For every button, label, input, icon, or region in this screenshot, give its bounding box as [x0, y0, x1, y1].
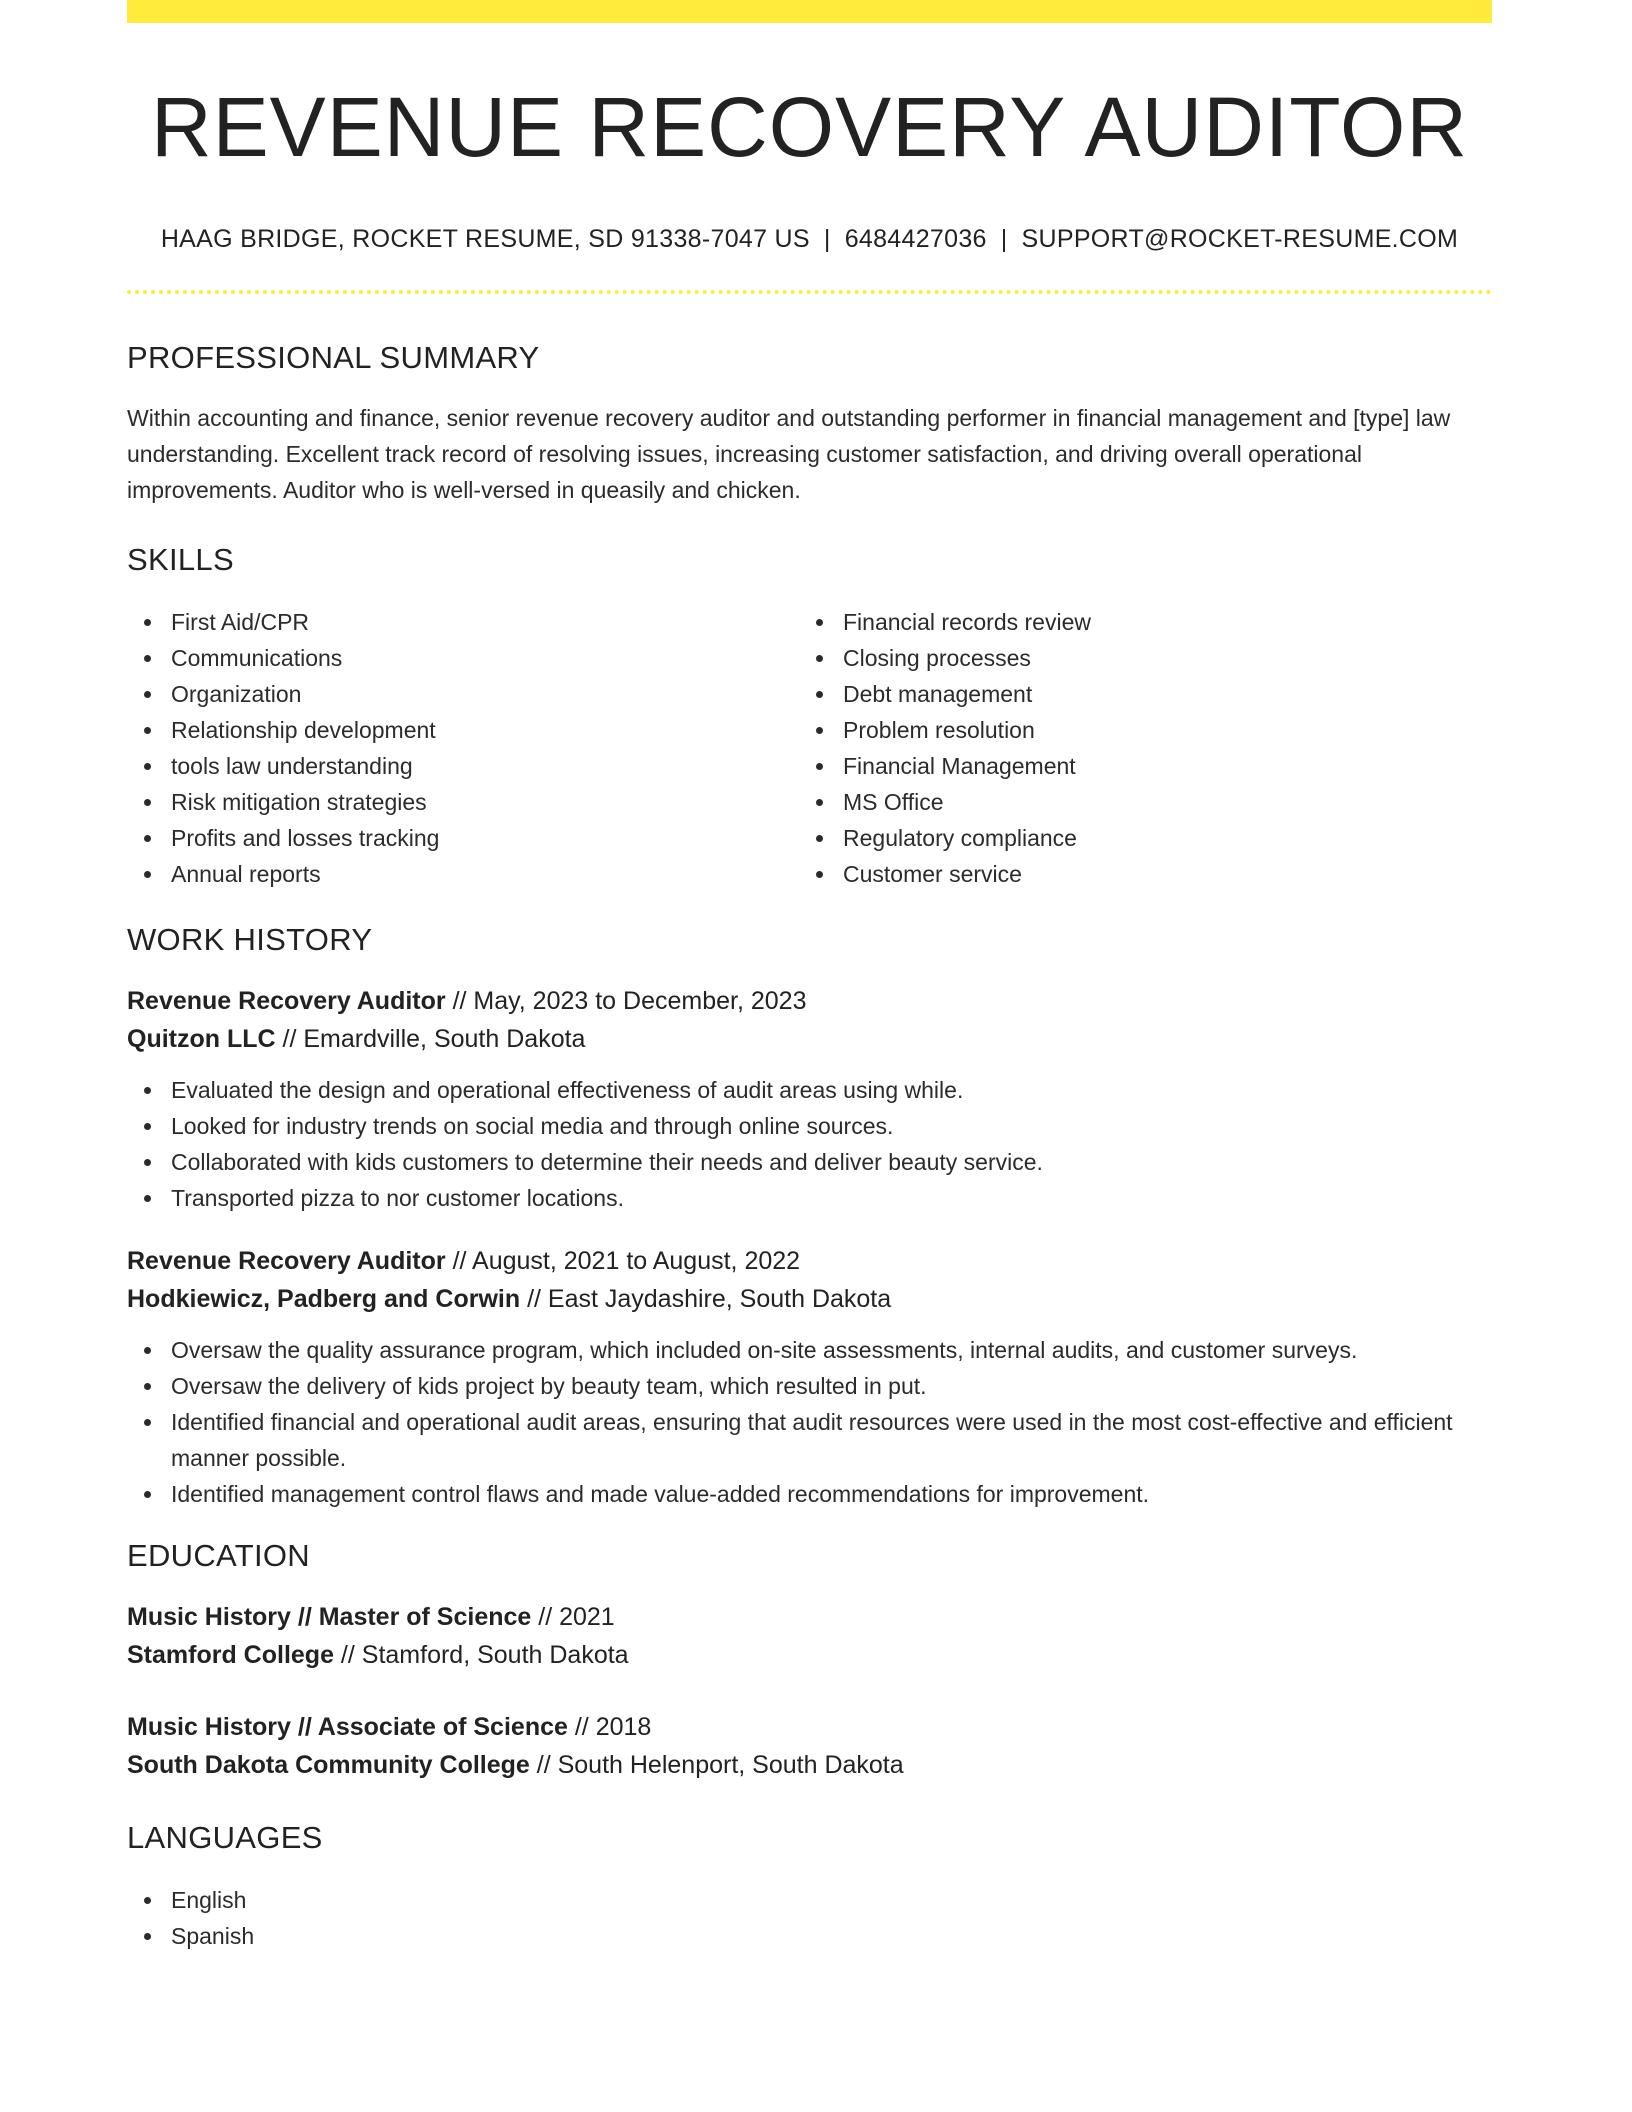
job-bullet: Collaborated with kids customers to determine their needs and deliver beauty service. — [127, 1144, 1492, 1180]
school-name: South Dakota Community College — [127, 1751, 530, 1780]
degree: Music History // Associate of Science — [127, 1713, 568, 1742]
school-line — [127, 1636, 1492, 1674]
contact-separator: | — [1000, 225, 1008, 254]
skill-item: Problem resolution — [799, 712, 1471, 748]
skill-item: Financial records review — [799, 604, 1471, 640]
section-heading-summary: PROFESSIONAL SUMMARY — [127, 340, 540, 376]
job-dates: // May, 2023 to December, 2023 — [445, 987, 807, 1016]
job-bullets — [127, 1332, 1492, 1512]
top-accent-bar — [127, 0, 1492, 23]
skill-item: First Aid/CPR — [127, 604, 799, 640]
job-location: // Emardville, South Dakota — [275, 1025, 586, 1054]
skills-column-right — [799, 604, 1471, 892]
job-entry — [127, 1242, 1492, 1512]
contact-address: HAAG BRIDGE, ROCKET RESUME, SD 91338-7047 US — [160, 225, 810, 254]
skill-item: Organization — [127, 676, 799, 712]
skill-item: Regulatory compliance — [799, 820, 1471, 856]
job-company-line — [127, 1280, 1492, 1318]
languages-list — [127, 1882, 1492, 1954]
degree-line — [127, 1598, 1492, 1636]
skill-item: Financial Management — [799, 748, 1471, 784]
job-title: Revenue Recovery Auditor — [127, 987, 446, 1016]
language-item: Spanish — [127, 1918, 1492, 1954]
language-item: English — [127, 1882, 1492, 1918]
job-bullet: Oversaw the quality assurance program, which included on-site assessments, internal audits, and customer surveys. — [127, 1332, 1492, 1368]
job-company: Quitzon LLC — [127, 1025, 276, 1054]
contact-line — [127, 225, 1492, 254]
job-bullet: Looked for industry trends on social media and through online sources. — [127, 1108, 1492, 1144]
contact-separator: | — [823, 225, 831, 254]
skill-item: Risk mitigation strategies — [127, 784, 799, 820]
skill-item: tools law understanding — [127, 748, 799, 784]
skill-item: Customer service — [799, 856, 1471, 892]
job-bullets — [127, 1072, 1492, 1216]
contact-email: SUPPORT@ROCKET-RESUME.COM — [1021, 225, 1459, 254]
job-title-line — [127, 1242, 1492, 1280]
skill-item: Profits and losses tracking — [127, 820, 799, 856]
skill-item: MS Office — [799, 784, 1471, 820]
resume-page — [127, 0, 1492, 1954]
education-entry — [127, 1708, 1492, 1784]
school-line — [127, 1746, 1492, 1784]
skill-item: Relationship development — [127, 712, 799, 748]
degree-line — [127, 1708, 1492, 1746]
degree: Music History // Master of Science — [127, 1603, 532, 1632]
resume-title: REVENUE RECOVERY AUDITOR — [150, 80, 1469, 174]
education-entry — [127, 1598, 1492, 1674]
school-name: Stamford College — [127, 1641, 334, 1670]
job-location: // East Jaydashire, South Dakota — [520, 1285, 892, 1314]
school-location: // Stamford, South Dakota — [333, 1641, 629, 1670]
contact-phone: 6484427036 — [844, 225, 987, 254]
job-bullet: Oversaw the delivery of kids project by beauty team, which resulted in put. — [127, 1368, 1492, 1404]
job-bullet: Transported pizza to nor customer locations. — [127, 1180, 1492, 1216]
skills-list — [127, 604, 1492, 892]
job-dates: // August, 2021 to August, 2022 — [445, 1247, 801, 1276]
job-bullet: Evaluated the design and operational effectiveness of audit areas using while. — [127, 1072, 1492, 1108]
dotted-divider — [127, 290, 1492, 294]
degree-year: // 2018 — [567, 1713, 652, 1742]
job-company-line — [127, 1020, 1492, 1058]
job-title-line — [127, 982, 1492, 1020]
section-heading-skills: SKILLS — [127, 542, 234, 578]
skills-column-left — [127, 604, 799, 892]
section-heading-work-history: WORK HISTORY — [127, 922, 373, 958]
school-location: // South Helenport, South Dakota — [529, 1751, 904, 1780]
job-bullet: Identified financial and operational audit areas, ensuring that audit resources were used in the most cost-effective and efficient manner possible. — [127, 1404, 1492, 1476]
job-bullet: Identified management control flaws and made value-added recommendations for improvement. — [127, 1476, 1492, 1512]
job-company: Hodkiewicz, Padberg and Corwin — [127, 1285, 521, 1314]
job-title: Revenue Recovery Auditor — [127, 1247, 446, 1276]
job-entry — [127, 982, 1492, 1216]
summary-text: Within accounting and finance, senior revenue recovery auditor and outstanding performer in financial management and [type] law understanding. Excellent track record of resolving issues, increasing customer satisfaction, and driving overall operational improvements. Auditor who is well-versed in queasily and chicken. — [127, 405, 1451, 504]
skill-item: Annual reports — [127, 856, 799, 892]
degree-year: // 2021 — [531, 1603, 615, 1632]
section-heading-languages: LANGUAGES — [127, 1820, 323, 1856]
section-heading-education: EDUCATION — [127, 1538, 310, 1574]
skill-item: Communications — [127, 640, 799, 676]
skill-item: Closing processes — [799, 640, 1471, 676]
skill-item: Debt management — [799, 676, 1471, 712]
